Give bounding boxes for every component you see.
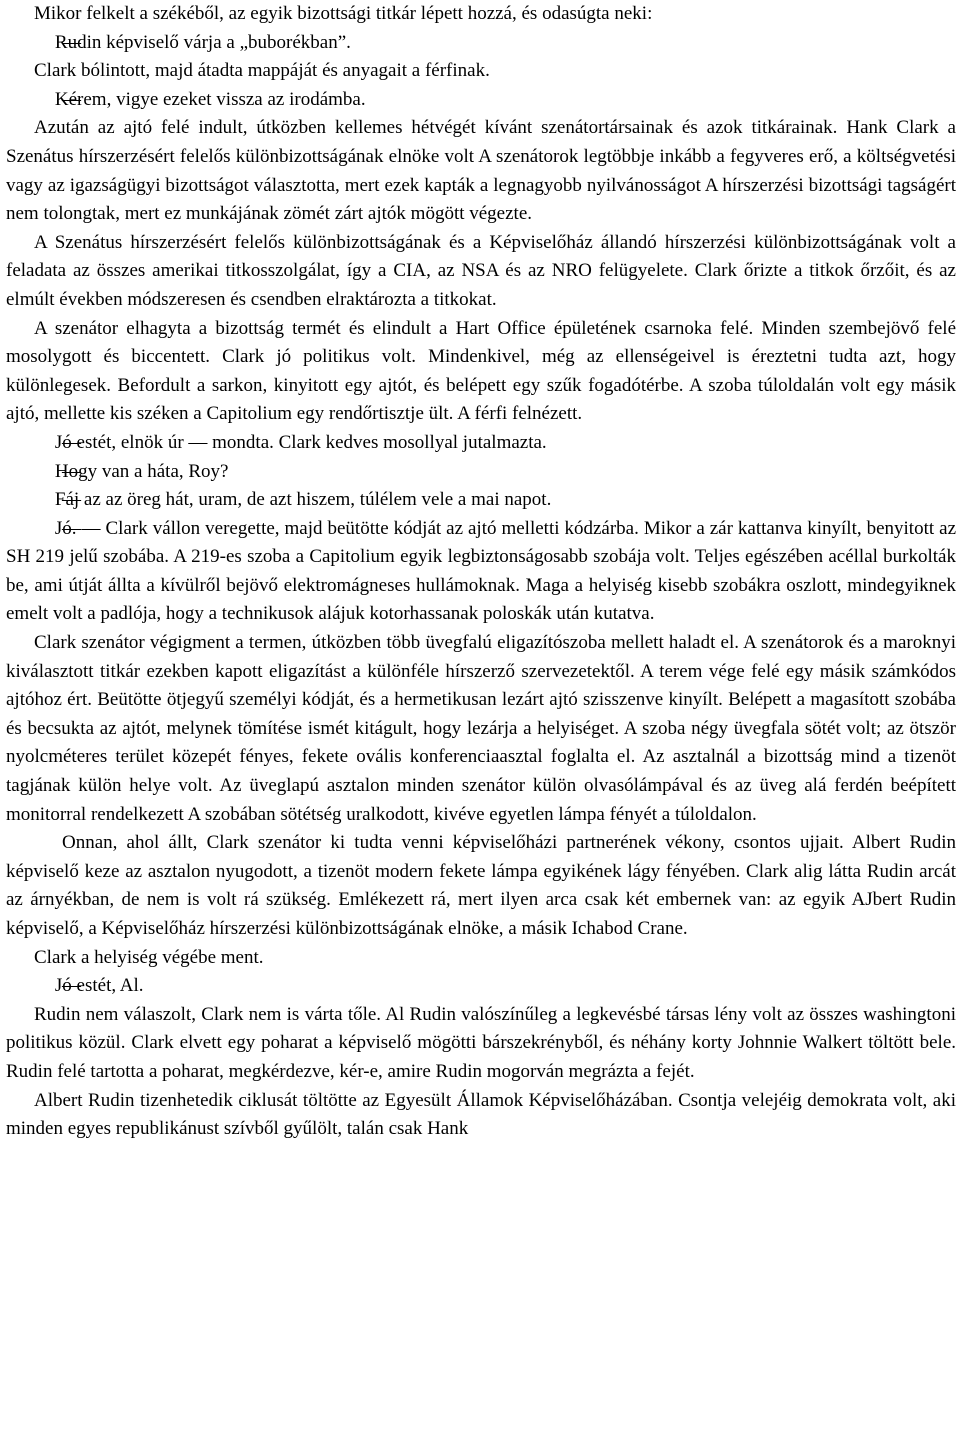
paragraph: Clark a helyiség végébe ment. [34,946,264,968]
dialogue-line: — Rudin képviselő várja a „buborékban”. [6,29,956,58]
dialogue-line: — Hogy van a háta, Roy? [6,458,956,487]
paragraph: Rudin nem válaszolt, Clark nem is várta tőle. Al Rudin valószínűleg a legkevésbé társas lény volt az összes washingtoni politikus közül. Clark elvett egy poharat a képviselő mögötti bárszekrényből, és néhány korty Johnnie Walkert töltött bele. Rudin felé tartotta a poharat, megkérdezve, kér-e, amire Rudin mogorván megrázta a fejét. [6,1003,956,1082]
dialogue-line: — Fáj az az öreg hát, uram, de azt hiszem, túlélem vele a mai napot. [6,486,956,515]
paragraph: Clark bólintott, majd átadta mappáját és anyagait a férfinak. [34,60,490,82]
paragraph: Onnan, ahol állt, Clark szenátor ki tudta venni képviselőházi partnerének vékony, csontos ujjait. Albert Rudin képviselő keze az asztalon nyugodott, a tizenöt modern fekete lámpa egyikének lágy fényében. Clark alig látta Rudin arcát az árnyékban, de nem is volt rá szükség. Emlékezett rá, mert ilyen arca csak két embernek van: az egyik AJbert Rudin képviselő, a Képviselőház hírszerzési különbizottságának elnöke, a másik Ichabod Crane. [6,832,956,939]
paragraph: Azután az ajtó felé indult, útközben kellemes hétvégét kívánt szenátortársainak és azok titkárainak. Hank Clark a Szenátus hírszerzésért felelős különbizottságának elnöke volt A szenátorok legtöbbje inkább a fegyveres erő, a költségvetési vagy az igazságügyi bizottságot választotta, mert ezek kapták a legnagyobb nyilvánosságot A hírszerzési bizottsági tagságért nem tolongtak, mert ez munkájának zömét zárt ajtók mögött végezte. [6,117,956,225]
dialogue-line: — Jó estét, Al. [6,972,956,1001]
paragraph: Albert Rudin tizenhetedik ciklusát töltötte az Egyesült Államok Képviselőházában. Csontja velejéig demokrata volt, aki minden egyes republikánust szívből gyűlölt, talán csak Hank [6,1089,956,1140]
paragraph: Clark szenátor végigment a termen, útközben több üvegfalú eligazítószoba mellett haladt el. A szenátorok és a maroknyi kiválasztott titkár ezekben kapott eligazítást a különféle hírszerző szervezetektől. A terem vége felé egy másik számkódos ajtóhoz ért. Beütötte ötjegyű személyi kódját, és a hermetikusan lezárt ajtó szisszenve kinyílt. Belépett a magasított szobába és becsukta az ajtót, melynek tömítése ismét kitágult, hogy lezárja a helyiséget. A szoba négy üvegfala sötét volt; az ötször nyolcméteres terület közepét fényes, fekete ovális konferenciaasztal foglalta el. Az asztalnál a bizottság mind a tizenöt tagjának külön helye volt. Az üveglapú asztalon minden szenátor külön olvasólámpával és az üveg alá ferdén beépített monitorral rendelkezett A szobában sötétség uralkodott, kivéve egyetlen lámpa fényét a túloldalon. [6,632,956,825]
paragraph: A szenátor elhagyta a bizottság termét és elindult a Hart Office épületének csarnoka felé. Minden szembejövő felé mosolygott és biccentett. Clark jó politikus volt. Mindenkivel, még az ellenségeivel is éreztetni tudta azt, hogy különlegesek. Befordult a sarkon, kinyitott egy ajtót, és belépett egy szűk fogadótérbe. A szoba túloldalán volt egy másik ajtó, mellette kis széken a Capitolium egy rendőrtisztje ült. A férfi felnézett. [6,317,956,425]
paragraph: A Szenátus hírszerzésért felelős különbizottságának és a Képviselőház állandó hírszerzési különbizottságának volt a feladata az összes amerikai titkosszolgálat, így a CIA, az NSA és az NRO felügyelete. Clark őrizte a titkok őrzőit, és az elmúlt években módszeresen és csendben elraktározta a titkokat. [6,231,956,310]
dialogue-line: — Jó. — Clark vállon veregette, majd beütötte kódját az ajtó melletti kódzárba. Mikor a zár kattanva kinyílt, benyitott az SH 219 jelű szobába. A 219-es szoba a Capitolium egyik legbiztonságosabb szobája volt. Teljes egészében acéllal burkolták be, ami útját állta a kívülről bejövő elektromágneses hullámoknak. Maga a helyiség kisebb szobákra oszlott, mindegyiknek emelt volt a padlója, hogy a technikusok alájuk kotorhassanak poloskák után kutatva. [6,515,956,629]
dialogue-line: — Jó estét, elnök úr — mondta. Clark kedves mosollyal jutalmazta. [6,429,956,458]
dialogue-line: — Kérem, vigye ezeket vissza az irodámba. [6,86,956,115]
paragraph: Mikor felkelt a székéből, az egyik bizottsági titkár lépett hozzá, és odasúgta neki: [34,3,653,24]
